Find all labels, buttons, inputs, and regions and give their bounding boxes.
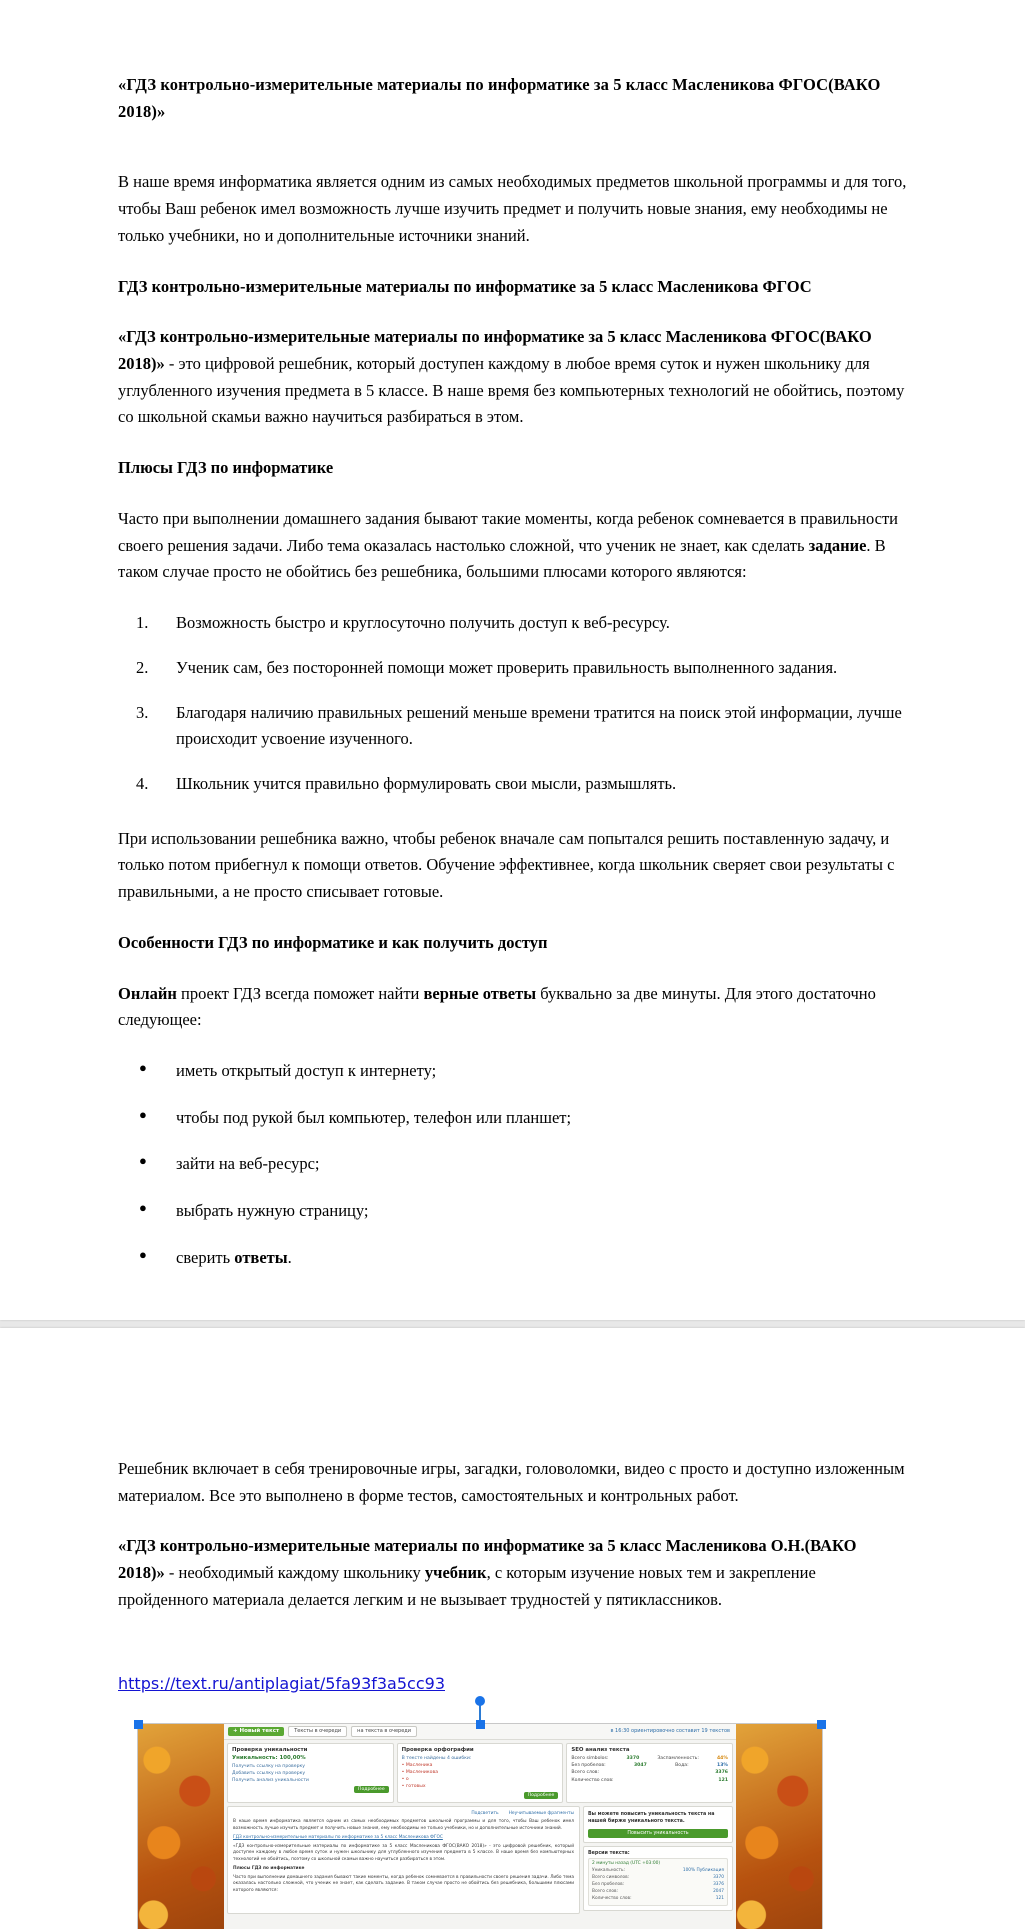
paragraph-textbook bbox=[118, 1533, 907, 1613]
error-text: о bbox=[405, 1776, 409, 1782]
heading-features-access: Особенности ГДЗ по информатике и как получить доступ bbox=[118, 932, 548, 952]
version-label: Количество слов: bbox=[592, 1895, 632, 1901]
spelling-error-item bbox=[402, 1769, 559, 1776]
list-item bbox=[118, 1105, 907, 1132]
list-item-text: иметь открытый доступ к интернету; bbox=[176, 1060, 437, 1080]
page-title: «ГДЗ контрольно-измерительные материалы по информатике за 5 класс Масленикова ФГОС(ВАКО 2018)» bbox=[118, 75, 881, 121]
version-value: 121 bbox=[715, 1895, 724, 1901]
list-item-text-a: сверить bbox=[176, 1247, 235, 1267]
list-item bbox=[118, 1198, 907, 1225]
tab-texts-in-queue[interactable]: Тексты в очереди bbox=[288, 1726, 347, 1737]
version-timestamp: 2 минуты назад (UTC +03:00) bbox=[592, 1861, 661, 1867]
seo-stat-row bbox=[571, 1755, 728, 1762]
list-item-text: выбрать нужную страницу; bbox=[176, 1201, 369, 1221]
link-add-check[interactable]: Добавить ссылку на проверку bbox=[232, 1770, 306, 1776]
versions-title: Версии текста: bbox=[588, 1850, 630, 1856]
tab-queue-count[interactable]: на текста в очереди bbox=[351, 1726, 417, 1737]
list-item-text: Школьник учится правильно формулировать свои мысли, размышлять. bbox=[176, 773, 677, 793]
autumn-leaves-left-decoration bbox=[138, 1724, 224, 1929]
error-bullet-icon: • bbox=[401, 1776, 406, 1782]
page-2-content bbox=[0, 1328, 1025, 1929]
spelling-more-button[interactable]: Подробнее bbox=[524, 1792, 559, 1799]
paragraph-online-project bbox=[118, 981, 907, 1034]
list-item bbox=[118, 1245, 907, 1272]
seo-stat-value: 121 bbox=[718, 1777, 729, 1783]
version-label: Без пробелов: bbox=[592, 1881, 625, 1887]
list-item-text: Благодаря наличию правильных решений меньше времени тратится на поиск этой информации, лучше происходит усвоение изученного. bbox=[176, 702, 902, 749]
analyzed-paragraph: В наше время информатика является одним из самых необходимых предметов школьной программы и для того, чтобы Ваш ребенок имел возможность лучше изучить предмет и получить новые знания, ему необходимы не только учебники, но и дополнительные источники знаний. bbox=[233, 1819, 574, 1831]
version-row bbox=[592, 1875, 724, 1882]
paragraph-textbook-bold-1: «ГДЗ контрольно-измерительные материалы по информатике за 5 класс Масленикова О.Н.(ВАКО 2018)» bbox=[118, 1536, 857, 1583]
paragraph-homework bbox=[118, 506, 907, 586]
list-marker: 1. bbox=[136, 613, 149, 633]
panel-seo-title: SEO анализ текста bbox=[571, 1746, 630, 1753]
textru-summary-panels bbox=[224, 1740, 736, 1807]
panel-seo bbox=[566, 1743, 733, 1804]
link-highlight[interactable]: Подсветить bbox=[471, 1811, 499, 1817]
bullet-marker: ● bbox=[139, 1200, 147, 1216]
panel-spelling bbox=[397, 1743, 564, 1804]
seo-metric-label: Вода: bbox=[675, 1762, 689, 1768]
error-text: Масленикова bbox=[405, 1769, 439, 1775]
bullet-marker: ● bbox=[139, 1106, 147, 1122]
seo-stat-value: 3047 bbox=[633, 1762, 647, 1768]
heading-plus-gdz: Плюсы ГДЗ по информатике bbox=[118, 458, 334, 478]
paragraph-textbook-mid: - необходимый каждому школьнику bbox=[164, 1563, 425, 1583]
paragraph-solver-includes: Решебник включает в себя тренировочные игры, загадки, головоломки, видео с просто и доступно изложенным материалом. Все это выполнено в форме тестов, самостоятельных и контрольных работ. bbox=[118, 1459, 905, 1505]
error-bullet-icon: • bbox=[401, 1762, 406, 1768]
resize-handle-top-right[interactable] bbox=[817, 1720, 826, 1729]
list-item-text-bold: ответы bbox=[234, 1247, 288, 1267]
queue-estimate-note: в 16:30 ориентировочно составит 19 текстов bbox=[610, 1728, 730, 1735]
paragraph-online-text-2: буквально за две минуты. Для этого достаточно следующее: bbox=[118, 983, 876, 1030]
paragraph-homework-b: . В таком случае просто не обойтись без решебника, большими плюсами которого являются: bbox=[118, 535, 886, 582]
list-item bbox=[118, 610, 907, 637]
paragraph-online-text-1: проект ГДЗ всегда поможет найти bbox=[176, 983, 424, 1003]
textru-screenshot bbox=[138, 1724, 822, 1929]
paragraph-digital-solver bbox=[118, 324, 907, 431]
list-marker: 3. bbox=[136, 702, 149, 722]
analyzed-paragraph: «ГДЗ контрольно-измерительные материалы по информатике за 5 класс Масленикова ФГОС(ВАКО 2018)» - это цифровой решебник, который доступен каждому в любое время суток и нужен школьнику для углубленного изучения предмета в 5 классе. В наше время без компьютерных технологий не обойтись, поэтому со школьной скамьи важно научиться разбираться в этом. bbox=[233, 1843, 574, 1862]
paragraph-online-bold-2: верные ответы bbox=[423, 983, 537, 1003]
list-item-text: Ученик сам, без посторонней помощи может проверить правильность выполненного задания. bbox=[176, 657, 838, 677]
version-label: Всего слов: bbox=[592, 1888, 618, 1894]
textru-side-column bbox=[583, 1806, 733, 1914]
seo-metric-label: Заспамленность: bbox=[657, 1755, 699, 1761]
analyzed-paragraph: ГДЗ контрольно-измерительные материалы по информатике за 5 класс Масленикова ФГОС bbox=[233, 1834, 443, 1840]
list-item bbox=[118, 1058, 907, 1085]
version-row bbox=[592, 1889, 724, 1896]
raise-uniqueness-button[interactable]: Повысить уникальность bbox=[588, 1829, 728, 1838]
seo-stat-value: 3370 bbox=[626, 1755, 640, 1761]
list-item bbox=[118, 1151, 907, 1178]
error-text: готовых bbox=[405, 1784, 426, 1790]
promo-box bbox=[583, 1806, 733, 1842]
seo-metric-value: 13% bbox=[717, 1762, 729, 1768]
panel-uniqueness-title: Проверка уникальности bbox=[232, 1746, 308, 1753]
seo-stat-label: Всего слов: bbox=[571, 1770, 600, 1776]
seo-stat-row bbox=[571, 1769, 728, 1776]
list-item-text: зайти на веб-ресурс; bbox=[176, 1154, 320, 1174]
panel-spelling-title: Проверка орфографии bbox=[401, 1746, 474, 1753]
version-row bbox=[592, 1868, 724, 1875]
bullet-marker: ● bbox=[139, 1153, 147, 1169]
panel-uniqueness-value: Уникальность: 100,00% bbox=[232, 1754, 306, 1761]
analyzed-paragraph: Плюсы ГДЗ по информатике bbox=[233, 1865, 305, 1871]
panel-spelling-subtitle: В тексте найдены 4 ошибки: bbox=[401, 1755, 472, 1761]
list-item-text: чтобы под рукой был компьютер, телефон или планшет; bbox=[176, 1107, 572, 1127]
seo-stat-row bbox=[571, 1762, 728, 1769]
version-row bbox=[592, 1882, 724, 1889]
paragraph-digital-solver-bold: «ГДЗ контрольно-измерительные материалы по информатике за 5 класс Масленикова ФГОС(ВАКО 2018)» bbox=[118, 327, 872, 374]
spelling-error-item bbox=[402, 1762, 559, 1769]
error-bullet-icon: • bbox=[401, 1784, 406, 1790]
list-item-text-b: . bbox=[287, 1247, 292, 1267]
source-link-paragraph bbox=[118, 1674, 907, 1694]
error-text: Масленика bbox=[405, 1762, 433, 1768]
paragraph-textbook-rest: , с которым изучение новых тем и закрепление пройденного материала делается легким и не вызывает трудностей у пятиклассников. bbox=[118, 1563, 816, 1609]
list-marker: 2. bbox=[136, 657, 149, 677]
version-item[interactable] bbox=[588, 1858, 728, 1906]
intro-paragraph: В наше время информатика является одним из самых необходимых предметов школьной программы и для того, чтобы Ваш ребенок имел возможность лучше изучить предмет и получить новые знания, ему необходимы не только учебники, но и дополнительные источники знаний. bbox=[118, 172, 907, 245]
promo-title: Вы можете повысить уникальность текста на нашей бирже уникального текста. bbox=[588, 1812, 715, 1825]
paragraph-homework-bold: задание bbox=[808, 535, 867, 555]
version-row bbox=[592, 1896, 724, 1903]
list-marker: 4. bbox=[136, 773, 149, 793]
spelling-error-item bbox=[402, 1783, 559, 1790]
version-value: 3376 bbox=[713, 1881, 724, 1887]
list-item bbox=[118, 700, 907, 753]
autumn-leaves-right-decoration bbox=[736, 1724, 822, 1929]
error-bullet-icon: • bbox=[401, 1769, 406, 1775]
seo-metric-value: 44% bbox=[716, 1755, 728, 1761]
panel-uniqueness bbox=[227, 1743, 394, 1804]
new-text-button[interactable]: + Новый текст bbox=[228, 1727, 284, 1736]
seo-stat-label: Без пробелов: bbox=[571, 1762, 606, 1768]
seo-stat-row bbox=[571, 1777, 728, 1784]
page-break-gap bbox=[0, 1320, 1025, 1328]
uniqueness-more-button[interactable]: Подробнее bbox=[354, 1786, 389, 1793]
list-item-text: Возможность быстро и круглосуточно получить доступ к веб-ресурсу. bbox=[176, 613, 670, 633]
resize-handle-top-left[interactable] bbox=[134, 1720, 143, 1729]
paragraph-homework-a: Часто при выполнении домашнего задания бывают такие моменты, когда ребенок сомневается в правильности своего решения задачи. Либо тема оказалась настолько сложной, что ученик не знает, как сделать bbox=[118, 508, 898, 555]
paragraph-usage-advice: При использовании решебника важно, чтобы ребенок вначале сам попытался решить поставленную задачу, и только потом прибегнул к помощи ответов. Обучение эффективнее, когда школьник сверяет свои результаты с правильными, а не просто списывает готовые. bbox=[118, 828, 895, 902]
seo-stat-value: 3376 bbox=[715, 1770, 729, 1776]
link-unaccounted-fragments[interactable]: Неучитываемые фрагменты bbox=[508, 1811, 574, 1817]
antiplagiat-link[interactable]: https://text.ru/antiplagiat/5fa93f3a5cc93 bbox=[118, 1673, 445, 1693]
version-value: 3370 bbox=[713, 1874, 724, 1880]
bullet-marker: ● bbox=[139, 1059, 147, 1075]
version-label: Уникальность: bbox=[592, 1868, 626, 1874]
analyzed-text-column bbox=[227, 1806, 580, 1914]
version-value: 100% Публикация bbox=[682, 1868, 724, 1874]
list-item bbox=[118, 771, 907, 798]
resize-handle-top-center[interactable] bbox=[476, 1720, 485, 1729]
paragraph-online-bold-1: Онлайн bbox=[118, 983, 177, 1003]
document-page-2 bbox=[0, 1328, 1025, 1929]
text-column-header bbox=[233, 1811, 574, 1816]
version-value: 2047 bbox=[713, 1888, 724, 1894]
paragraph-digital-solver-rest: - это цифровой решебник, который доступен каждому в любое время суток и нужен школьнику для углубленного изучения предмета в 5 классе. В наше время без компьютерных технологий не обойтись, поэтому со школьной скамьи важно научиться разбираться в этом. bbox=[118, 354, 905, 427]
versions-box bbox=[583, 1846, 733, 1911]
bullet-list bbox=[118, 1058, 907, 1272]
analyzed-paragraph: Часто при выполнении домашнего задания бывают такие моменты, когда ребенок сомневается в правильности своего решения задачи. Либо тема оказалась настолько сложной, что ученик не знает, как сделать задание. В таком случае просто не обойтись без решебника, большими плюсами которого являются: bbox=[233, 1874, 574, 1893]
textru-app-region bbox=[224, 1724, 736, 1929]
link-get-analysis[interactable]: Получить анализ уникальности bbox=[232, 1777, 309, 1783]
spelling-error-item bbox=[402, 1776, 559, 1783]
version-label: Всего символов: bbox=[592, 1874, 630, 1880]
heading-gdz-materials: ГДЗ контрольно-измерительные материалы по информатике за 5 класс Масленикова ФГОС bbox=[118, 276, 812, 296]
bullet-marker: ● bbox=[139, 1246, 147, 1262]
seo-stat-label: Всего símbolos: bbox=[571, 1755, 609, 1761]
seo-stat-label: Количество слов: bbox=[571, 1777, 614, 1783]
list-item bbox=[118, 655, 907, 682]
link-get-check[interactable]: Получить ссылку на проверку bbox=[232, 1763, 305, 1769]
numbered-list bbox=[118, 610, 907, 798]
paragraph-textbook-bold-2: учебник bbox=[424, 1563, 487, 1583]
embedded-screenshot-container[interactable] bbox=[138, 1724, 822, 1929]
textru-main-body bbox=[224, 1806, 736, 1917]
